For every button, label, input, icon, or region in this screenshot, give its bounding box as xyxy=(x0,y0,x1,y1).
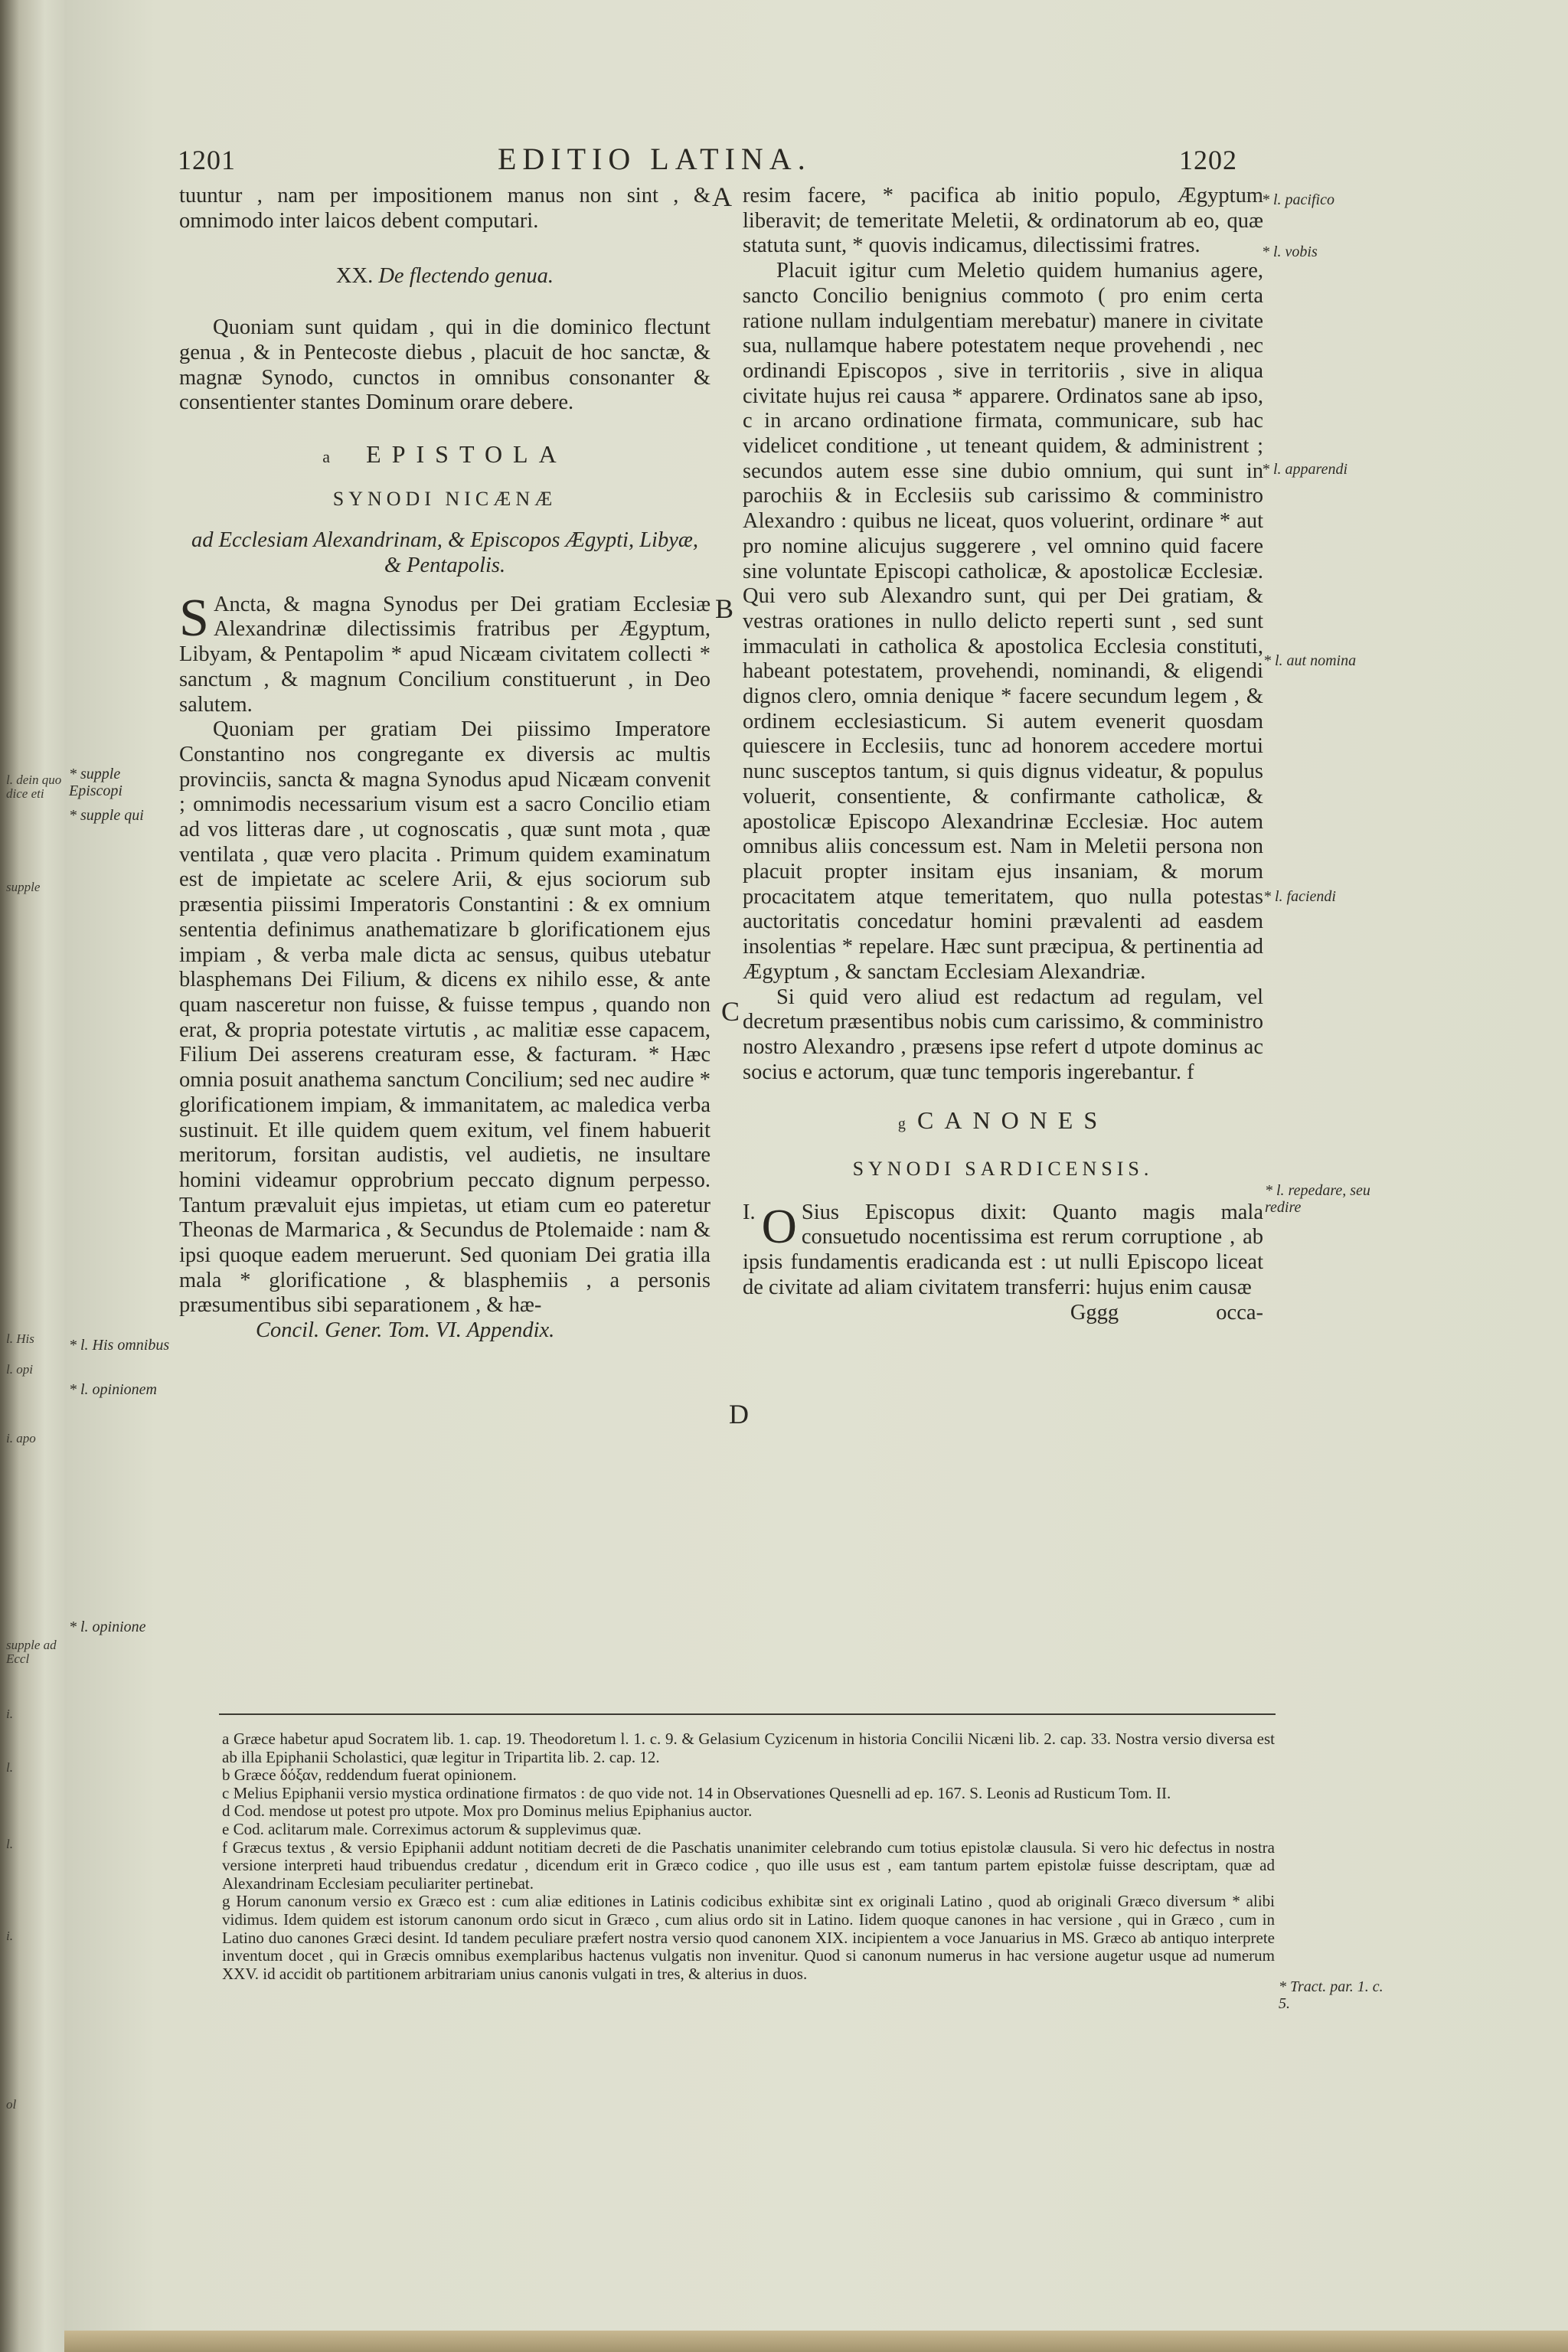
page-number-right: 1202 xyxy=(1179,145,1237,175)
footnote: b Græce δόξαν, reddendum fuerat opinionem. xyxy=(222,1766,517,1785)
section-letter-d: D xyxy=(729,1399,749,1429)
signature-line: Concil. Gener. Tom. VI. Appendix. xyxy=(256,1318,555,1343)
paragraph-text: Sius Episcopus dixit: Quanto magis mala consuetudo nocentissima est rerum corruptione , ab ipsis fundamentis eradicanda est : ut nulli Episcopo liceat de civitate ad aliam civitatem transferri: hujus enim causæ xyxy=(743,1200,1263,1299)
margin-note: * l. repedare, seu redire xyxy=(1265,1182,1370,1216)
synod-title: SYNODI NICÆNÆ xyxy=(332,487,557,510)
paragraph: tuuntur , nam per impositionem manus non sint , & omnimodo inter laicos debent computari. xyxy=(179,184,710,233)
footnotes xyxy=(222,1730,1275,1983)
book-spine xyxy=(0,0,64,2352)
gathering-signature: Gggg xyxy=(1070,1300,1119,1325)
canon-paragraph xyxy=(743,1200,1263,1301)
spine-fragment: supple ad Eccl xyxy=(6,1638,57,1666)
catchword: occa- xyxy=(1216,1300,1263,1325)
page-number-left: 1201 xyxy=(178,145,236,175)
margin-note: * l. apparendi xyxy=(1262,461,1348,478)
section-letter-c: C xyxy=(721,996,740,1027)
paragraph: Quoniam sunt quidam , qui in die dominico flectunt genua , & in Pentecoste diebus , placuit de hoc sanctæ, & magnæ Synodo, cunctos in omnibus consonanter & consentienter stantes Dominum orare debere. xyxy=(179,315,710,415)
paragraph: resim facere, * pacifica ab initio populo, Ægyptum liberavit; de temeritate Meletii, & ordinatorum ab eo, quæ statuta sunt, * quovis indicamus, dilectissimi fratres. xyxy=(743,184,1263,258)
running-title: EDITIO LATINA. xyxy=(498,142,812,176)
footnote: g Horum canonum versio ex Græco est : cum aliæ editiones in Latinis codicibus exhibitæ sint ex originali Latino , quod ab originali Græco diversum * alibi vidimus. Idem quidem est istorum canonum ordo sicut in Græco , cum alius ordo sit in Latino. Iidem quoque canones in hac versione , qui in Græco , cum in Latino duo canones Græci desint. Id tandem peculiare præfert nostra versio quod canonem XIX. incipientem a voce Januarius in MS. Græco ab antiquo interprete inventum docet , qui in Græcis omnibus exemplaribus hactenus vulgatis non invenitur. Quod si canonum numerus in hac versione augetur usque ad numerum XXV. id accidit ob partitionem arbitrariam unius canonis vulgati in tres, & alterius in duos. xyxy=(222,1892,1275,1983)
section-letter-b: B xyxy=(715,593,734,624)
section-heading xyxy=(179,264,710,289)
margin-note: * l. opinionem xyxy=(69,1381,157,1398)
heading-number: XX. xyxy=(335,264,374,289)
synod-title: SYNODI SARDICENSIS. xyxy=(852,1158,1154,1181)
spine-fragment: ol xyxy=(6,2097,17,2112)
heading-title: De flectendo genua. xyxy=(378,264,554,289)
spine-fragment: supple xyxy=(6,880,41,894)
footnote: e Cod. aclitarum male. Correximus actorum & supplevimus quæ. xyxy=(222,1819,642,1838)
margin-note: * l. faciendi xyxy=(1263,888,1336,905)
margin-note: * l. pacifico xyxy=(1262,191,1334,208)
footnote: a Græce habetur apud Socratem lib. 1. cap. 19. Theodoretum l. 1. c. 9. & Gelasium Cyzicenum in historia Concilii Nicæni lib. 2. cap. 33. Nostra versio diversa est ab illa Epiphanii Scholastici, quæ legitur in Tripartita lib. 2. cap. 12. xyxy=(222,1730,1275,1766)
canon-number: I. xyxy=(743,1200,756,1224)
paragraph: Quoniam per gratiam Dei piissimo Imperatore Constantino nos congregante ex diversis ac multis provinciis, sancta & magna Synodus apud Nicæam convenit ; omnimodis necessarium visum est a sacro Concilio etiam ad vos litteras dare , ut cognoscatis , quæ sunt mota , quæ ventilata , quæ vero placita . Primum quidem examinatum est de impietate ac scelere Arii, & ejus sociorum sub præsentia piissimi Imperatoris Constantini : & ex omnium sententia definimus anathematizare b glorificationem ejus impiam , & verba male dicta ac sensus, quibus utebatur blasphemans Dei Filium, & dicens ex nihilo esse, & ante quam nasceretur non fuisse, & fuisse tempus , quando non erat, & propria potestate virtutis , ac malitiæ esse capacem, Filium Dei asserens creaturam esse, & facturam. * Hæc omnia posuit anathema sanctum Concilium; sed nec audire * glorificationem impiam, & immanitatem, ac maledica verba sustinuit. Et ille quidem quem exitum, vel finem habuerit meritorum, forsitan audistis, vel audietis, ne insultare homini videamur opprobrium peccato dignum perpesso. Tantum prævaluit ejus impietas, ut etiam cum eo pateretur Theonas de Marmarica , & Secundus de Ptolemaide : nam & ipsi quoque eadem meruerunt. Sed quoniam Dei gratia illa mala * glorificatione , & blasphemiis , a personis præsumentibus sibi separationem , & hæ- xyxy=(179,717,710,1318)
footnote: d Cod. mendose ut potest pro utpote. Mox pro Dominus melius Epiphanius auctor. xyxy=(222,1802,753,1821)
epistola-heading xyxy=(179,439,710,470)
footnote-mark: a xyxy=(322,446,331,466)
spine-fragment: i. xyxy=(6,1929,13,1943)
margin-note: * l. opinione xyxy=(69,1619,146,1635)
drop-cap: S xyxy=(179,588,209,648)
margin-note: * supple qui xyxy=(69,807,144,824)
canones-title: CANONES xyxy=(917,1106,1109,1135)
footnote-mark: g xyxy=(897,1116,906,1133)
margin-note: * Tract. par. 1. c. 5. xyxy=(1279,1978,1383,2012)
footnote: c Melius Epiphanii versio mystica ordinatione firmatos : de quo vide not. 14 in Observationes Quesnelli ad ep. 167. S. Leonis ad Rusticum Tom. II. xyxy=(222,1783,1171,1802)
footnote-rule xyxy=(219,1713,1276,1715)
paragraph: Si quid vero aliud est redactum ad regulam, vel decretum præsentibus nobis cum carissimo, & comministro nostro Alexandro , præsens ipse refert d utpote dominus ac socius e actorum, quæ tunc temporis ingerebantur. f xyxy=(743,985,1263,1084)
spine-fragment: l. dein quo dice eti xyxy=(6,773,62,801)
page-bottom-edge xyxy=(64,2331,1568,2352)
canones-heading xyxy=(743,1108,1263,1137)
footnote: f Græcus textus , & versio Epiphanii addunt notitiam decreti de die Paschatis unanimiter celebrando cum totius epistolæ clausula. Si vero hic defectus in nostra versione interpreti haud tribuendus credatur , dicendum erit in Græco codice , quo ille usus est , eam tantum partem epistolæ fuisse descriptam, quæ ad Alexandrinam Ecclesiam peculiariter pertinebat. xyxy=(222,1838,1275,1893)
spine-fragment: l. opi xyxy=(6,1362,33,1377)
paragraph xyxy=(179,588,710,718)
right-column xyxy=(743,184,1263,1325)
paragraph-text: Ancta, & magna Synodus per Dei gratiam Ecclesiæ Alexandrinæ dilectissimis fratribus per Ægyptum, Libyam, & Pentapolim * apud Nicæam civitatem collecti * sanctum , & magnum Concilium constituerunt , in Deo salutem. xyxy=(179,592,710,717)
spine-fragment: i. xyxy=(6,1707,13,1721)
spine-fragment: i. apo xyxy=(6,1431,36,1446)
epistola-title: EPISTOLA xyxy=(366,439,567,468)
spine-fragment: l. xyxy=(6,1760,13,1775)
addressee: ad Ecclesiam Alexandrinam, & Episcopos Ægypti, Libyæ, & Pentapolis. xyxy=(191,528,699,578)
margin-note: * l. vobis xyxy=(1262,243,1318,260)
spine-fragment: l. His xyxy=(6,1331,34,1346)
spine-fragment: l. xyxy=(6,1837,13,1851)
paragraph: Placuit igitur cum Meletio quidem humanius agere, sancto Concilio benignius commoto ( pro enim certa ratione nullam indulgentiam merebatur) manere in civitate sua, nullamque habere potestatem neque provehendi , nec ordinandi Episcopos , sive in territoriis , sive in aliqua civitate hujus rei causa * apparere. Ordinatos sane ab ipso, c in arcano ordinatione firmata, communicare, sub hac videlicet conditione , ut teneant quidem, & administrent ; secundos autem esse sine dubio omnium, qui sunt in parochiis & in Ecclesiis sub carissimo & comministro Alexandro : quibus ne liceat, quos voluerint, ordinare * aut pro nomine alicujus suggerere , vel omnino quid facere sine voluntate Episcopi catholicæ, & apostolicæ Ecclesiæ. Qui vero sub Alexandro sunt, qui per Dei gratiam, & vestras orationes in nullo delicto reperti sunt , sed sunt immaculati in catholica & apostolica Ecclesia constituti, habeant potestatem, provehendi, nominandi, & eligendi dignos clero, omnia denique * facere secundum legem , & ordinem ecclesiasticum. Si autem evenerit quosdam quiescere in Ecclesiis, tunc ad honorem accedere mortui nunc susceptos tantum, si quis dignus videatur, & populus voluerit, consentiente, & confirmante catholicæ, & apostolicæ Episcopo Alexandrinæ Ecclesiæ. Hoc autem omnibus aliis concessum est. Nam in Meletii persona non placuit propter insitam ejus insaniam, & morum procacitatem atque temeritatem, quo nulla potestas auctoritatis concedatur homini prævalenti ad easdem insolentias * repelare. Hæc sunt præcipua, & pertinentia ad Ægyptum , & sanctam Ecclesiam Alexandriæ. xyxy=(743,259,1263,984)
signature-line xyxy=(743,1301,1263,1326)
margin-note: * l. His omnibus xyxy=(69,1337,170,1354)
left-column xyxy=(179,184,710,1344)
section-letter-a: A xyxy=(712,181,732,212)
margin-note: * supple Episcopi xyxy=(69,766,122,799)
margin-note: * l. aut nomina xyxy=(1263,652,1357,669)
drop-cap: O xyxy=(761,1198,797,1253)
